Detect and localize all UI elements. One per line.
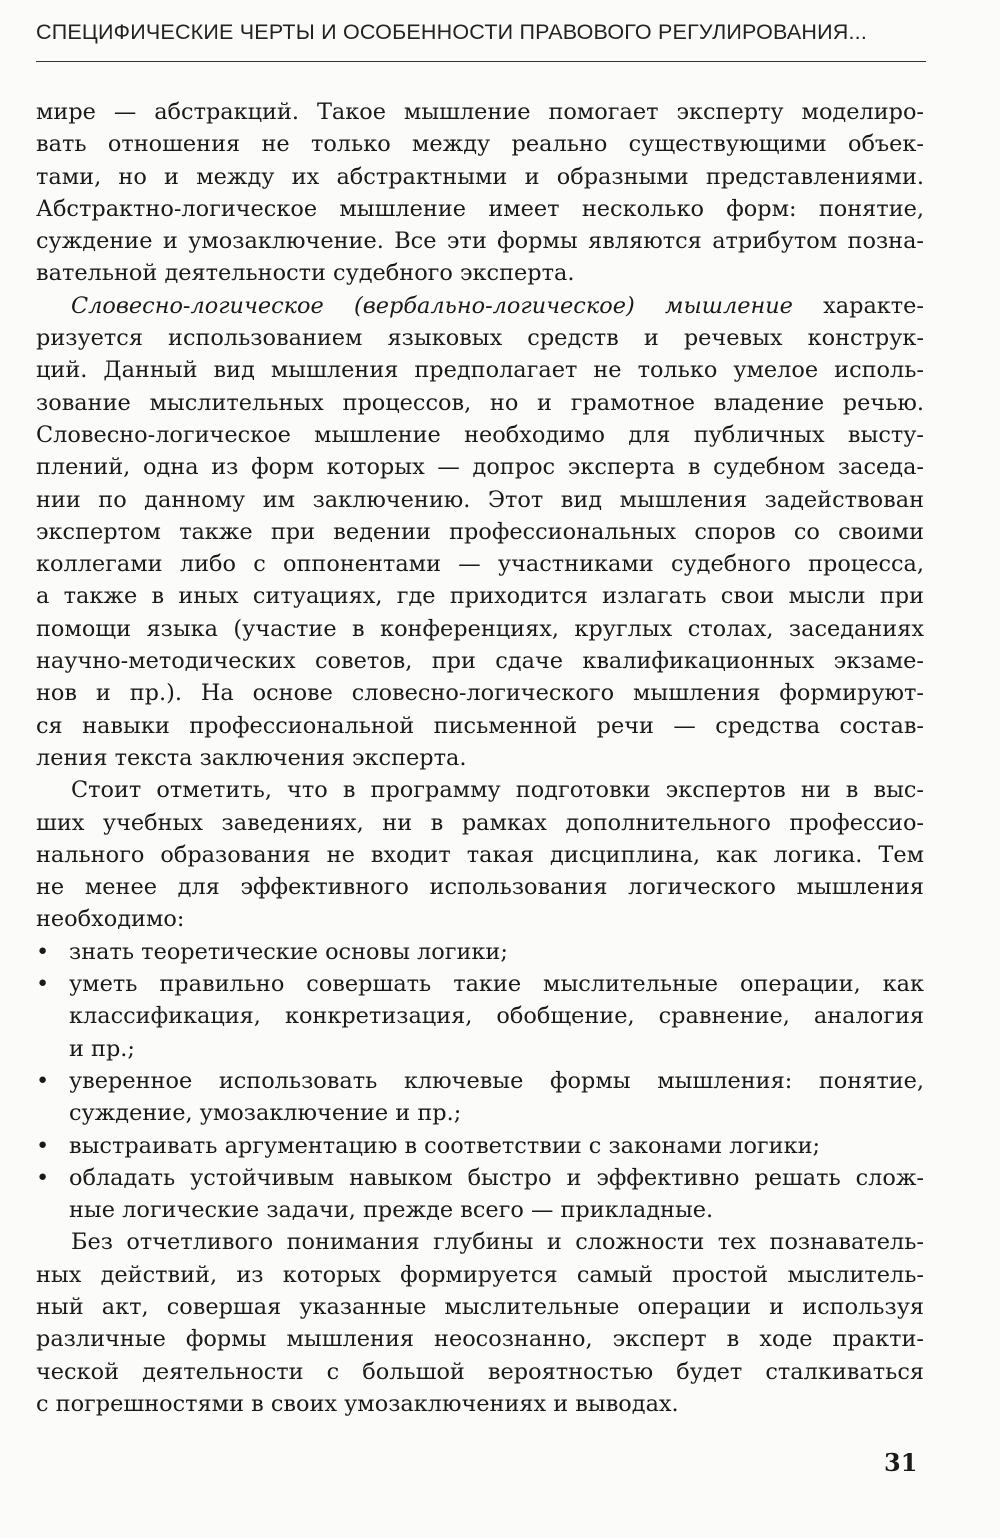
bullet-item: • уверенное использовать ключевые формы мышления: понятие, xyxy=(36,1065,924,1097)
p3-line: ших учебных заведениях, ни в рамках дополнительного профессио- xyxy=(36,809,924,836)
p2-line: помощи языка (участие в конференциях, круглых столах, заседаниях xyxy=(36,615,924,642)
p3-line: нального образования не входит такая дисциплина, как логика. Тем xyxy=(36,841,924,868)
p2-line: научно-методических советов, при сдаче квалификационных экзаме- xyxy=(36,648,924,675)
p4-line: с погрешностями в своих умозаключениях и выводах. xyxy=(36,1390,679,1417)
bullet-marker: • xyxy=(36,1067,50,1094)
bullet-marker: • xyxy=(36,971,50,998)
p2-line: а также в иных ситуациях, где приходится излагать свои мысли при xyxy=(36,583,924,610)
p2-line: ций. Данный вид мышления предполагает не только умелое исполь- xyxy=(36,357,924,384)
bullet-item-cont: суждение, умозаключение и пр.; xyxy=(69,1100,462,1127)
bullet-item: • обладать устойчивым навыком быстро и эффективно решать слож- xyxy=(36,1162,924,1194)
bullet-marker: • xyxy=(36,938,50,965)
p2-first-line-rest: характе- xyxy=(792,292,924,319)
p2-line: плений, одна из форм которых — допрос эксперта в судебном заседа- xyxy=(36,454,924,481)
body-text xyxy=(36,96,924,1420)
p3-line: необходимо: xyxy=(36,906,185,933)
bullet-item-cont: ные логические задачи, прежде всего — прикладные. xyxy=(69,1197,714,1224)
bullet-item-cont: и пр.; xyxy=(69,1035,135,1062)
page-number: 31 xyxy=(884,1448,918,1477)
p2-first-line xyxy=(36,290,924,322)
p4-line: различные формы мышления неосознанно, эксперт в ходе практи- xyxy=(36,1326,924,1353)
p1-line: суждение и умозаключение. Все эти формы являются атрибутом позна- xyxy=(36,228,924,255)
italic-term: Словесно-логическое (вербально-логическое) мышление xyxy=(71,292,793,319)
bullet-item: • уметь правильно совершать такие мыслительные операции, как xyxy=(36,968,924,1000)
p2-line: ся навыки профессиональной письменной речи — средства состав- xyxy=(36,712,924,739)
p2-line: нов и пр.). На основе словесно-логического мышления формируют- xyxy=(36,680,924,707)
p1-line: тами, но и между их абстрактными и образными представлениями. xyxy=(36,163,924,190)
p2-line: зование мыслительных процессов, но и грамотное владение речью. xyxy=(36,389,924,416)
p1-line: мире — абстракций. Такое мышление помогает эксперту моделиро- xyxy=(36,99,924,125)
running-header: СПЕЦИФИЧЕСКИЕ ЧЕРТЫ И ОСОБЕННОСТИ ПРАВОВОГО РЕГУЛИРОВАНИЯ... xyxy=(36,20,868,44)
p4-line: Без отчетливого понимания глубины и сложности тех познаватель- xyxy=(71,1229,924,1256)
bullet-item: • знать теоретические основы логики; xyxy=(36,936,924,968)
p3-line: не менее для эффективного использования логического мышления xyxy=(36,874,924,901)
p2-line: экспертом также при ведении профессиональных споров со своими xyxy=(36,518,924,545)
bullet-item-cont: классификация, конкретизация, обобщение, сравнение, аналогия xyxy=(69,1003,924,1030)
bullet-item: • выстраивать аргументацию в соответствии с законами логики; xyxy=(36,1130,924,1162)
p1-line: Абстрактно-логическое мышление имеет несколько форм: понятие, xyxy=(36,195,924,222)
p2-line: ления текста заключения эксперта. xyxy=(36,744,467,771)
p4-line: ных действий, из которых формируется самый простой мыслитель- xyxy=(36,1261,924,1288)
p2-line: Словесно-логическое мышление необходимо для публичных высту- xyxy=(36,421,924,448)
p2-line: коллегами либо с оппонентами — участниками судебного процесса, xyxy=(36,551,924,578)
p1-line: вательной деятельности судебного эксперта. xyxy=(36,260,575,287)
p3-line: Стоит отметить, что в программу подготовки экспертов ни в выс- xyxy=(71,777,924,804)
bullet-marker: • xyxy=(36,1132,50,1159)
p2-line: ризуется использованием языковых средств и речевых конструк- xyxy=(36,325,924,352)
p2-line: нии по данному им заключению. Этот вид мышления задействован xyxy=(36,486,924,513)
bullet-marker: • xyxy=(36,1164,50,1191)
p4-line: ческой деятельности с большой вероятностью будет сталкиваться xyxy=(36,1358,924,1385)
p4-line: ный акт, совершая указанные мыслительные операции и используя xyxy=(36,1293,924,1320)
header-rule xyxy=(36,61,926,62)
p1-line: вать отношения не только между реально существующими объек- xyxy=(36,131,924,158)
